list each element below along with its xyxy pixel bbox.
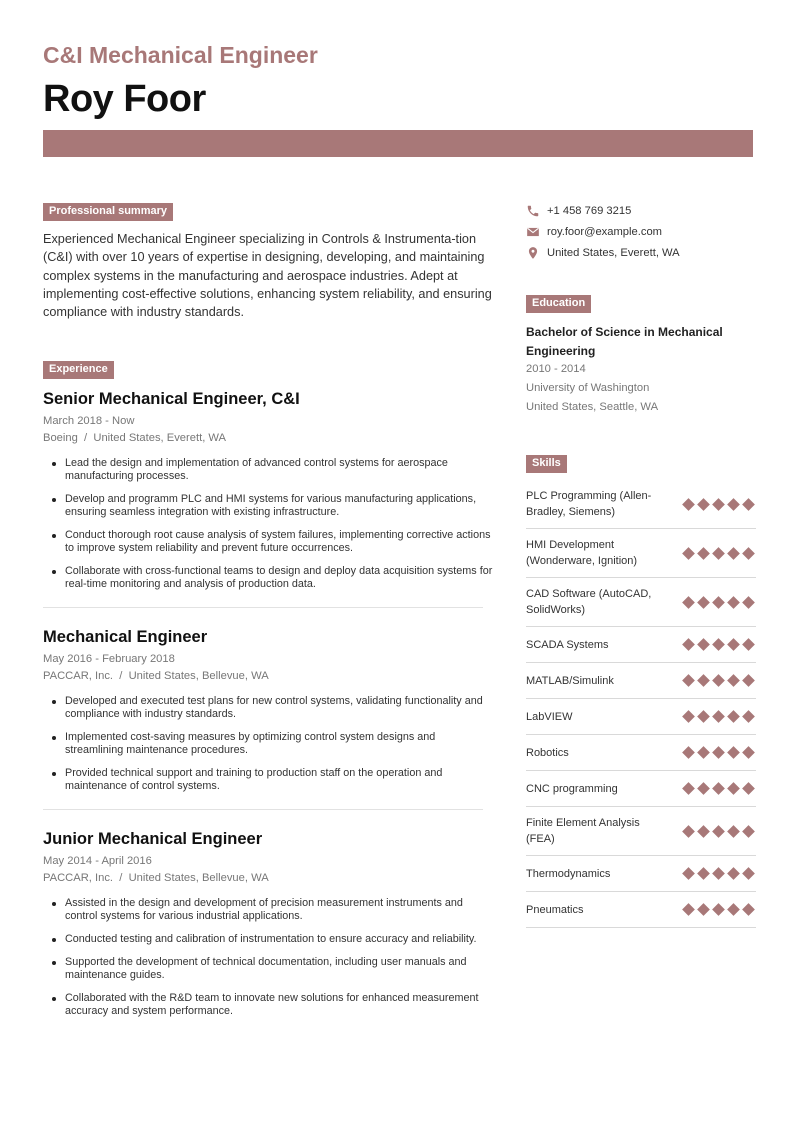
left-column [43,201,495,1028]
section-divider [43,809,483,810]
skill-name: MATLAB/Simulink [526,674,614,687]
skill-rating [683,784,754,793]
rating-diamond-icon [712,596,725,609]
skill-name: Robotics [526,746,569,759]
skill-name: CNC programming [526,782,618,795]
rating-diamond-icon [712,638,725,651]
phone-text: +1 458 769 3215 [547,204,632,217]
job-title: Senior Mechanical Engineer, C&I [43,390,300,409]
job-bullet: Conduct thorough root cause analysis of system failures, implementing corrective actions to improve system reliability and prevent future occurrences. [65,529,495,555]
skill-rating [683,712,754,721]
skill-row [526,892,756,928]
experience-list [43,390,495,1018]
job-bullet: Assisted in the design and development of precision measurement instruments and control systems for various industrial applications. [65,897,495,923]
rating-diamond-icon [682,825,695,838]
skill-rating [683,549,754,558]
section-divider [43,607,483,608]
summary-heading: Professional summary [43,203,173,221]
right-column [526,200,756,928]
location-pin-icon [526,246,540,260]
skill-row [526,529,756,578]
skill-rating [683,676,754,685]
rating-diamond-icon [682,867,695,880]
job-entry [43,830,495,1018]
job-bullet: Implemented cost-saving measures by optimizing control system designs and streamlining maintenance procedures. [65,731,495,757]
job-company: PACCAR, Inc. / United States, Bellevue, WA [43,872,269,885]
rating-diamond-icon [682,547,695,560]
rating-diamond-icon [682,903,695,916]
skill-rating [683,748,754,757]
skill-rating [683,500,754,509]
rating-diamond-icon [682,746,695,759]
education-school: University of Washington [526,382,650,394]
rating-diamond-icon [682,498,695,511]
education-location: United States, Seattle, WA [526,401,659,413]
education-degree: Bachelor of Science in Mechanical Engineering [526,325,723,358]
rating-diamond-icon [682,782,695,795]
rating-diamond-icon [727,746,740,759]
rating-diamond-icon [682,710,695,723]
summary-text: Experienced Mechanical Engineer specializing in Controls & Instrumenta-tion (C&I) with over 10 years of expertise in designing, developing, and maintaining complex systems in the manufacturing and aerospace industries. Adept at implementing cost-effective solutions, enhancing system reliability, and ensuring compliance with industry standards. [43,232,492,320]
rating-diamond-icon [727,638,740,651]
email-text: roy.foor@example.com [547,225,662,238]
skill-row [526,856,756,892]
rating-diamond-icon [682,674,695,687]
rating-diamond-icon [697,596,710,609]
skill-rating [683,640,754,649]
rating-diamond-icon [712,498,725,511]
email-icon [526,225,540,239]
role-title: C&I Mechanical Engineer [43,42,318,68]
rating-diamond-icon [727,782,740,795]
job-bullet: Develop and programm PLC and HMI systems for various manufacturing applications, ensuring seamless integration with existing infrastructure. [65,493,495,519]
job-bullet: Provided technical support and training to production staff on the operation and maintenance of control systems. [65,767,495,793]
rating-diamond-icon [742,547,755,560]
rating-diamond-icon [712,746,725,759]
contact-email [526,221,756,242]
skills-heading: Skills [526,455,567,473]
rating-diamond-icon [742,674,755,687]
skill-row [526,578,756,627]
job-company: PACCAR, Inc. / United States, Bellevue, WA [43,670,269,683]
job-bullets [43,897,495,1018]
rating-diamond-icon [712,710,725,723]
job-title: Junior Mechanical Engineer [43,830,263,849]
education-years: 2010 - 2014 [526,363,586,375]
skill-name: LabVIEW [526,710,573,723]
candidate-name: Roy Foor [43,78,206,120]
rating-diamond-icon [727,710,740,723]
rating-diamond-icon [727,596,740,609]
rating-diamond-icon [712,867,725,880]
job-bullet: Developed and executed test plans for new control systems, validating functionality and compliance with industry standards. [65,695,495,721]
job-entry [43,628,495,793]
rating-diamond-icon [697,498,710,511]
contact-location [526,242,756,263]
skill-name: Pneumatics [526,903,584,916]
skill-name: Thermodynamics [526,867,611,880]
skill-rating [683,869,754,878]
skill-row [526,771,756,807]
skill-name: PLC Programming (Allen-Bradley, Siemens) [526,490,652,518]
skill-row [526,735,756,771]
skill-row [526,663,756,699]
skill-row [526,480,756,529]
skill-row [526,627,756,663]
rating-diamond-icon [712,825,725,838]
job-dates: May 2016 - February 2018 [43,653,175,666]
skill-row [526,699,756,735]
skill-name: CAD Software (AutoCAD, SolidWorks) [526,588,652,616]
education-heading: Education [526,295,591,313]
rating-diamond-icon [697,710,710,723]
job-bullet: Conducted testing and calibration of instrumentation to ensure accuracy and reliability. [65,933,495,946]
skill-name: SCADA Systems [526,638,609,651]
skill-rating [683,598,754,607]
job-bullet: Collaborated with the R&D team to innovate new solutions for enhanced measurement accuracy and system performance. [65,992,495,1018]
rating-diamond-icon [742,596,755,609]
rating-diamond-icon [712,674,725,687]
rating-diamond-icon [712,782,725,795]
rating-diamond-icon [727,903,740,916]
rating-diamond-icon [727,867,740,880]
rating-diamond-icon [682,596,695,609]
job-company: Boeing / United States, Everett, WA [43,432,227,445]
skills-list [526,480,756,928]
job-bullet: Lead the design and implementation of advanced control systems for aerospace manufacturing processes. [65,457,495,483]
rating-diamond-icon [697,674,710,687]
skill-row [526,807,756,856]
rating-diamond-icon [727,498,740,511]
job-bullet: Supported the development of technical documentation, including user manuals and maintenance guides. [65,956,495,982]
rating-diamond-icon [742,825,755,838]
skill-rating [683,827,754,836]
rating-diamond-icon [742,638,755,651]
contact-phone [526,200,756,221]
rating-diamond-icon [697,638,710,651]
rating-diamond-icon [697,782,710,795]
job-title: Mechanical Engineer [43,628,208,647]
rating-diamond-icon [742,903,755,916]
rating-diamond-icon [697,903,710,916]
rating-diamond-icon [712,903,725,916]
location-text: United States, Everett, WA [547,246,680,259]
rating-diamond-icon [742,746,755,759]
rating-diamond-icon [742,710,755,723]
job-dates: May 2014 - April 2016 [43,855,152,868]
job-bullets [43,695,495,793]
skill-rating [683,905,754,914]
phone-icon [526,204,540,218]
rating-diamond-icon [697,746,710,759]
rating-diamond-icon [712,547,725,560]
rating-diamond-icon [742,782,755,795]
skill-name: HMI Development (Wonderware, Ignition) [526,539,638,567]
rating-diamond-icon [682,638,695,651]
rating-diamond-icon [697,547,710,560]
rating-diamond-icon [742,867,755,880]
experience-heading: Experience [43,361,114,379]
rating-diamond-icon [727,674,740,687]
job-bullets [43,457,495,591]
job-bullet: Collaborate with cross-functional teams to design and deploy data acquisition systems for real-time monitoring and analysis of production data. [65,565,495,591]
rating-diamond-icon [697,867,710,880]
job-entry [43,390,495,591]
rating-diamond-icon [727,825,740,838]
job-dates: March 2018 - Now [43,415,135,428]
header-bar [43,130,753,157]
rating-diamond-icon [742,498,755,511]
rating-diamond-icon [727,547,740,560]
rating-diamond-icon [697,825,710,838]
skill-name: Finite Element Analysis (FEA) [526,817,640,845]
